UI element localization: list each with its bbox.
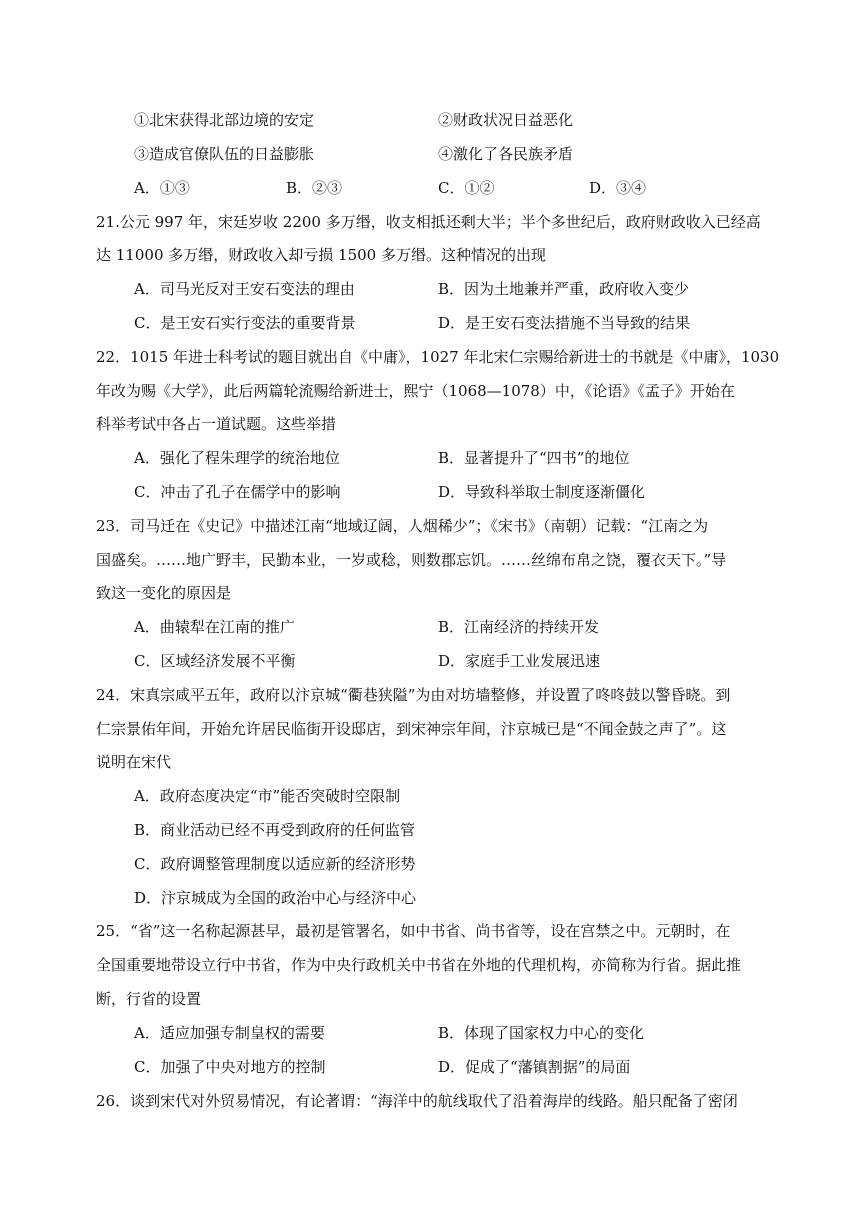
q21-stem-line-1: 21.公元 997 年，宋廷岁收 2200 多万缗，收支相抵还剩大半；半个多世纪后，政府财政收入已经高 (96, 213, 761, 231)
q24-stem-line-3: 说明在宋代 (96, 753, 172, 771)
q20-choice-c: C．①② (438, 179, 495, 197)
q24-choice-a: A．政府态度决定“市”能否突破时空限制 (134, 787, 401, 805)
q24-choice-b: B．商业活动已经不再受到政府的任何监管 (134, 821, 416, 839)
q25-choice-c: C．加强了中央对地方的控制 (134, 1058, 326, 1076)
q21-choice-d: D．是王安石变法措施不当导致的结果 (438, 314, 691, 332)
q25-choice-a: A．适应加强专制皇权的需要 (134, 1024, 325, 1042)
q22-stem-line-1: 22．1015 年进士科考试的题目就出自《中庸》，1027 年北宋仁宗赐给新进士的书就是《中庸》，1030 (96, 348, 780, 366)
q23-choice-d: D．家庭手工业发展迅速 (438, 652, 601, 670)
q24-choice-d: D．汴京城成为全国的政治中心与经济中心 (134, 889, 417, 907)
q22-choice-c: C．冲击了孔子在儒学中的影响 (134, 483, 341, 501)
q25-stem-line-3: 断，行省的设置 (96, 990, 202, 1008)
q25-choice-d: D．促成了“藩镇割据”的局面 (438, 1058, 631, 1076)
q23-choice-a: A．曲辕犁在江南的推广 (134, 618, 295, 636)
q20-option-4: ④激化了各民族矛盾 (438, 145, 574, 163)
q20-choice-a: A．①③ (134, 179, 190, 197)
q25-choice-b: B．体现了国家权力中心的变化 (438, 1024, 645, 1042)
q21-stem-line-2: 达 11000 多万缗，财政收入却亏损 1500 多万缗。这种情况的出现 (96, 246, 546, 264)
q20-choice-d: D．③④ (589, 179, 647, 197)
q20-option-3: ③造成官僚队伍的日益膨胀 (134, 145, 315, 163)
q22-choice-a: A．强化了程朱理学的统治地位 (134, 449, 340, 467)
q22-stem-line-3: 科举考试中各占一道试题。这些举措 (96, 415, 337, 433)
q20-choice-b: B．②③ (286, 179, 343, 197)
q20-option-2: ②财政状况日益恶化 (438, 111, 574, 129)
q21-choice-b: B．因为土地兼并严重，政府收入变少 (438, 280, 690, 298)
q23-choice-b: B．江南经济的持续开发 (438, 618, 600, 636)
q22-choice-d: D．导致科举取士制度逐渐僵化 (438, 483, 646, 501)
q24-stem-line-2: 仁宗景佑年间，开始允许居民临街开设邸店，到宋神宗年间，汴京城已是“不闻金鼓之声了”。这 (96, 720, 727, 738)
q24-stem-line-1: 24．宋真宗咸平五年，政府以汴京城“衢巷狭隘”为由对坊墙整修，并设置了咚咚鼓以警昏晓。到 (96, 686, 731, 704)
q24-choice-c: C．政府调整管理制度以适应新的经济形势 (134, 855, 416, 873)
q23-stem-line-3: 致这一变化的原因是 (96, 584, 232, 602)
q22-stem-line-2: 年改为赐《大学》，此后两篇轮流赐给新进士，熙宁（1068—1078）中，《论语》《孟子》开始在 (96, 382, 735, 400)
q21-choice-a: A．司马光反对王安石变法的理由 (134, 280, 355, 298)
q26-stem-line-1: 26．谈到宋代对外贸易情况，有论著谓：“海洋中的航线取代了沿着海岸的线路。船只配备了密闭 (96, 1092, 738, 1110)
q20-option-1: ①北宋获得北部边境的安定 (134, 111, 315, 129)
q22-choice-b: B．显著提升了“四书”的地位 (438, 449, 630, 467)
q23-stem-line-2: 国盛矣。……地广野丰，民勤本业，一岁或稔，则数郡忘饥。……丝绵布帛之饶，覆衣天下。”导 (96, 551, 727, 569)
q23-stem-line-1: 23．司马迁在《史记》中描述江南“地域辽阔，人烟稀少”；《宋书》（南朝）记载：“江南之为 (96, 517, 709, 535)
q23-choice-c: C．区域经济发展不平衡 (134, 652, 296, 670)
q25-stem-line-1: 25．“省”这一名称起源甚早，最初是管署名，如中书省、尚书省等，设在宫禁之中。元朝时，在 (96, 922, 731, 940)
q25-stem-line-2: 全国重要地带设立行中书省，作为中央行政机关中书省在外地的代理机构，亦简称为行省。据此推 (96, 956, 742, 974)
q21-choice-c: C．是王安石实行变法的重要背景 (134, 314, 356, 332)
